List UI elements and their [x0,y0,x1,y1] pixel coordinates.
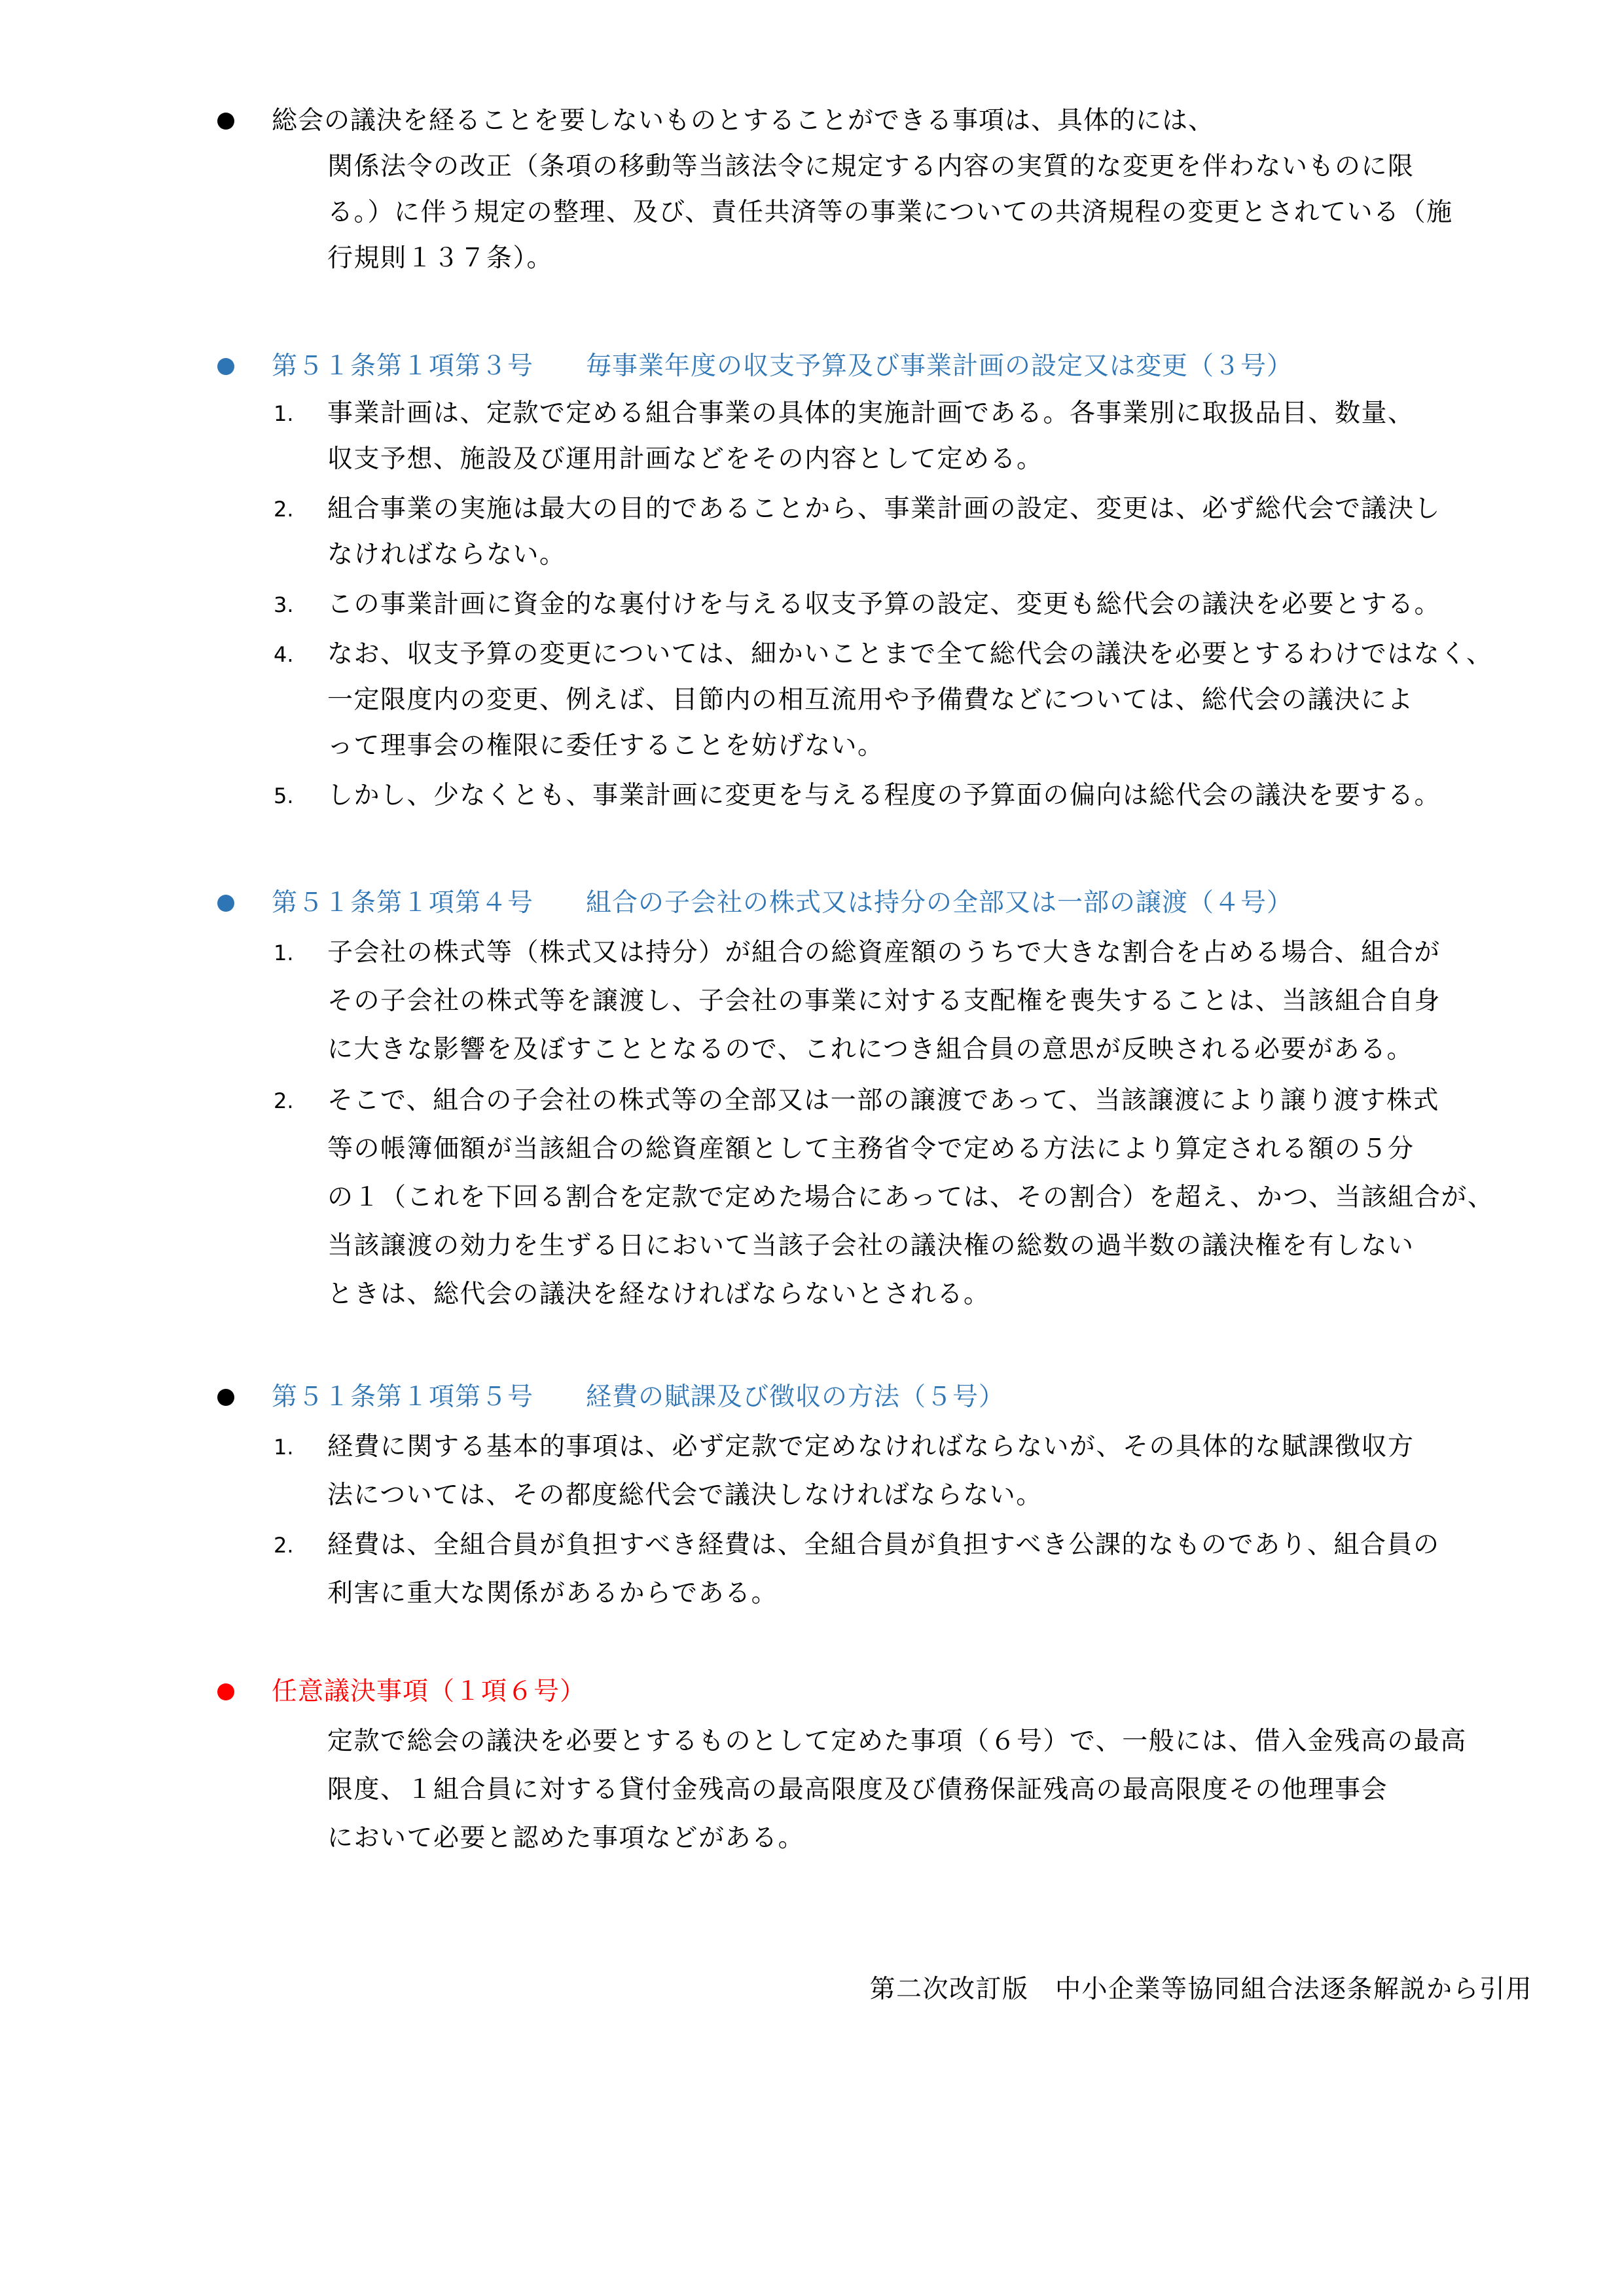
list-item-line: に大きな影響を及ぼすこととなるので、これにつき組合員の意思が反映される必要がある。 [327,1035,1413,1064]
section-heading: 任意議決事項（１項６号） [272,1677,586,1706]
list-item-line: その子会社の株式等を譲渡し、子会社の事業に対する支配権を喪失することは、当該組合自身 [327,986,1441,1016]
citation: 第二次改訂版 中小企業等協同組合法逐条解説から引用 [869,1975,1532,2004]
bullet-icon [217,358,234,375]
section-heading: 第５１条第１項第３号 毎事業年度の収支予算及び事業計画の設定又は変更（３号） [272,351,1293,381]
list-number: 5. [274,783,294,808]
bullet-icon [217,1683,234,1700]
list-item-line: 子会社の株式等（株式又は持分）が組合の総資産額のうちで大きな割合を占める場合、組合が [327,938,1441,967]
list-number: 2. [274,1088,294,1113]
list-number: 2. [274,1533,294,1558]
section-heading: 総会の議決を経ることを要しないものとすることができる事項は、具体的には、 [272,106,1215,135]
list-number: 1. [274,941,294,965]
list-item-line: なければならない。 [327,540,566,569]
list-number: 1. [274,1435,294,1460]
bullet-icon [217,113,234,130]
body-line: 定款で総会の議決を必要とするものとして定めた事項（６号）で、一般には、借入金残高の最高 [327,1727,1467,1756]
body-line: 限度、１組合員に対する貸付金残高の最高限度及び債務保証残高の最高限度その他理事会 [327,1775,1388,1804]
list-item-line: 一定限度内の変更、例えば、目節内の相互流用や予備費などについては、総代会の議決によ [327,685,1414,715]
list-item-line: 当該譲渡の効力を生ずる日において当該子会社の議決権の総数の過半数の議決権を有しない [327,1231,1415,1261]
section-heading: 第５１条第１項第５号 経費の賦課及び徴収の方法（５号） [272,1382,1005,1412]
body-line: る。）に伴う規定の整理、及び、責任共済等の事業についての共済規程の変更とされている（施 [327,198,1453,227]
section-heading: 第５１条第１項第４号 組合の子会社の株式又は持分の全部又は一部の譲渡（４号） [272,888,1293,918]
list-number: 2. [274,497,294,522]
list-item-line: 利害に重大な関係があるからである。 [327,1579,778,1608]
list-item-line: ときは、総代会の議決を経なければならないとされる。 [327,1280,990,1309]
bullet-icon [217,895,234,912]
list-item-line: そこで、組合の子会社の株式等の全部又は一部の譲渡であって、当該譲渡により譲り渡す株式 [327,1086,1440,1115]
list-item-line: この事業計画に資金的な裏付けを与える収支予算の設定、変更も総代会の議決を必要とする。 [327,590,1441,619]
list-item-line: の１（これを下回る割合を定款で定めた場合にあっては、その割合）を超え、かつ、当該組合が、 [327,1183,1494,1212]
body-line: 行規則１３７条）。 [327,243,554,273]
list-item-line: 等の帳簿価額が当該組合の総資産額として主務省令で定める方法により算定される額の５分 [327,1134,1415,1164]
body-line: において必要と認めた事項などがある。 [327,1823,805,1853]
bullet-icon [217,1389,234,1406]
list-number: 3. [274,592,294,617]
list-item-line: 法については、その都度総代会で議決しなければならない。 [327,1480,1043,1510]
list-item-line: 事業計画は、定款で定める組合事業の具体的実施計画である。各事業別に取扱品目、数量、 [327,399,1415,428]
list-item-line: なお、収支予算の変更については、細かいことまで全て総代会の議決を必要とするわけではなく、 [327,639,1493,669]
list-item-line: 組合事業の実施は最大の目的であることから、事業計画の設定、変更は、必ず総代会で議決し [327,494,1441,524]
list-item-line: 収支予想、施設及び運用計画などをその内容として定める。 [327,444,1043,474]
list-item-line: 経費は、全組合員が負担すべき経費は、全組合員が負担すべき公課的なものであり、組合員の [327,1530,1440,1560]
list-number: 1. [274,401,294,426]
list-number: 4. [274,642,294,667]
body-line: 関係法令の改正（条項の移動等当該法令に規定する内容の実質的な変更を伴わないものに限 [327,152,1415,181]
list-item-line: 経費に関する基本的事項は、必ず定款で定めなければならないが、その具体的な賦課徴収方 [327,1432,1415,1462]
list-item-line: しかし、少なくとも、事業計画に変更を与える程度の予算面の偏向は総代会の議決を要する。 [327,781,1441,810]
list-item-line: って理事会の権限に委任することを妨げない。 [327,731,884,761]
